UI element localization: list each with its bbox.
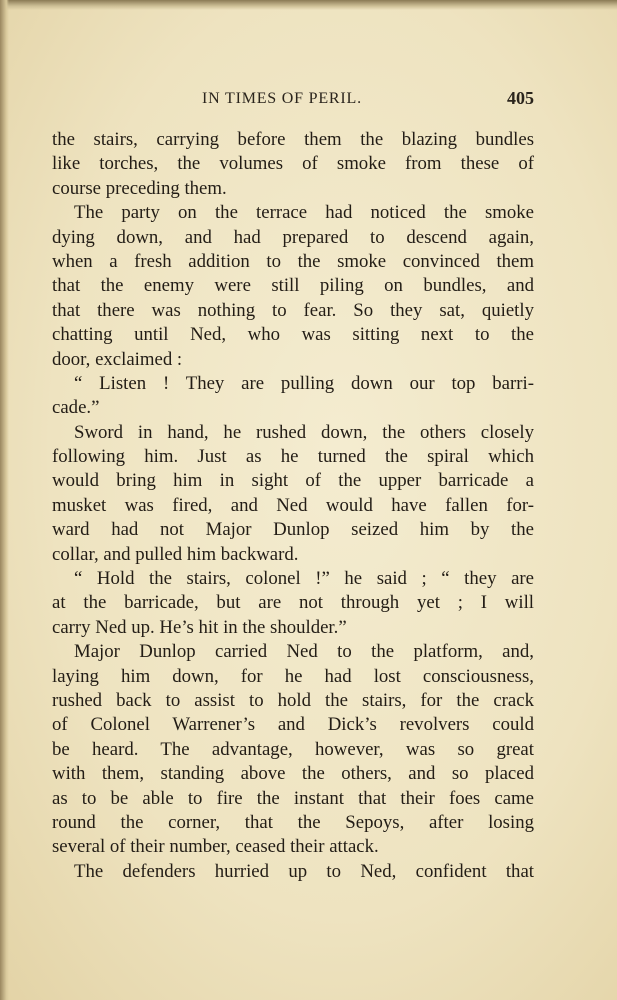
text-line: ward had not Major Dunlop seized him by the xyxy=(52,519,534,541)
text-line: musket was fired, and Ned would have fallen for- xyxy=(52,494,534,516)
text-line: chatting until Ned, who was sitting next to the xyxy=(52,324,534,346)
page-top-edge xyxy=(0,0,617,10)
text-line: be heard. The advantage, however, was so great xyxy=(52,738,534,760)
text-line: The party on the terrace had noticed the smoke xyxy=(74,202,534,224)
text-line: following him. Just as he turned the spiral which xyxy=(52,446,534,468)
text-line: rushed back to assist to hold the stairs, for the crack xyxy=(52,689,534,711)
body-text xyxy=(52,128,534,884)
text-line: collar, and pulled him backward. xyxy=(52,543,299,565)
text-line: as to be able to fire the instant that their foes came xyxy=(52,787,534,809)
text-line: round the corner, that the Sepoys, after losing xyxy=(52,811,534,833)
text-line: course preceding them. xyxy=(52,177,227,199)
text-line: dying down, and had prepared to descend again, xyxy=(52,226,534,248)
text-line: Major Dunlop carried Ned to the platform, and, xyxy=(74,641,534,663)
text-line: cade.” xyxy=(52,397,100,419)
text-line: carry Ned up. He’s hit in the shoulder.” xyxy=(52,616,347,638)
text-line: of Colonel Warrener’s and Dick’s revolvers could xyxy=(52,714,534,736)
text-line: Sword in hand, he rushed down, the others closely xyxy=(74,421,534,443)
text-line: at the barricade, but are not through yet ; I will xyxy=(52,592,534,614)
text-line: when a fresh addition to the smoke convinced them xyxy=(52,250,534,272)
text-line: would bring him in sight of the upper barricade a xyxy=(52,470,534,492)
page-number: 405 xyxy=(507,88,534,108)
page-binding-edge xyxy=(0,0,9,1000)
text-line: several of their number, ceased their attack. xyxy=(52,836,379,858)
running-head xyxy=(52,88,534,112)
text-line: that there was nothing to fear. So they sat, quietly xyxy=(52,299,534,321)
running-head-title: IN TIMES OF PERIL. xyxy=(202,90,362,107)
text-line: with them, standing above the others, and so placed xyxy=(52,763,534,785)
text-line: The defenders hurried up to Ned, confident that xyxy=(74,860,534,882)
text-line: “ Hold the stairs, colonel !” he said ; “ they are xyxy=(74,568,534,590)
text-line: that the enemy were still piling on bundles, and xyxy=(52,275,534,297)
text-line: door, exclaimed : xyxy=(52,348,183,370)
text-line: the stairs, carrying before them the blazing bundles xyxy=(52,129,534,150)
text-line: like torches, the volumes of smoke from these of xyxy=(52,153,534,175)
text-line: laying him down, for he had lost consciousness, xyxy=(52,665,534,687)
text-line: “ Listen ! They are pulling down our top barri- xyxy=(74,372,534,394)
